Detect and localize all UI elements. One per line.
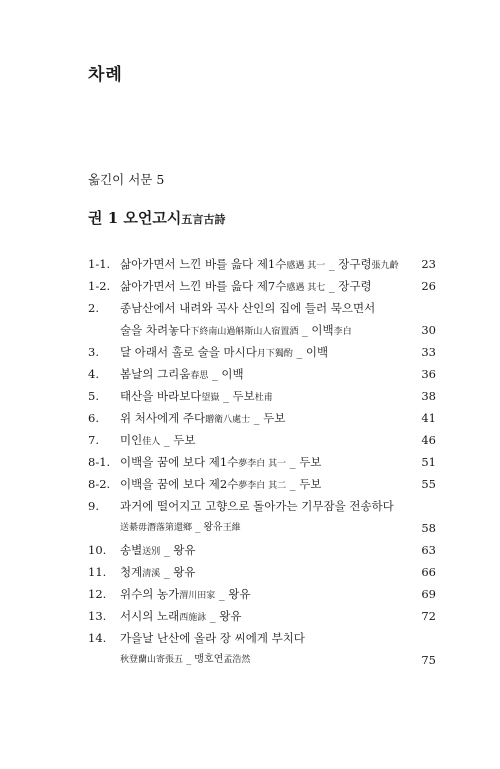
title-hanja: 淸溪	[142, 569, 161, 579]
page-number: 30	[421, 323, 436, 337]
entry-title	[120, 341, 328, 365]
title-korean: 미인	[120, 433, 143, 447]
entry-number: 8-1.	[88, 455, 111, 469]
author-name: _ 이백	[292, 345, 329, 359]
entry-title	[120, 363, 244, 387]
page-title: 차례	[88, 65, 123, 85]
title-hanja: 佳人	[142, 437, 161, 447]
entry-title	[120, 407, 285, 431]
toc-entry	[88, 385, 436, 407]
toc-line	[88, 495, 436, 517]
entry-number: 5.	[88, 389, 99, 403]
toc-line	[88, 429, 436, 451]
title-korean: 가을날 난산에 올라 장 씨에게 부치다	[120, 631, 305, 645]
toc-entry	[88, 341, 436, 363]
entry-title	[120, 539, 196, 563]
title-hanja: 下終南山過斛斯山人宿置酒	[190, 327, 299, 337]
toc-line	[88, 363, 436, 385]
title-hanja: 秋登蘭山寄張五	[120, 655, 184, 665]
entry-title	[120, 495, 394, 517]
author-hanja: 孟浩然	[223, 655, 251, 665]
author-name: _ 장구령	[325, 257, 372, 271]
title-korean: 술을 차려놓다	[120, 323, 191, 337]
title-hanja: 送別	[142, 547, 161, 557]
page-number: 33	[421, 345, 436, 359]
entry-number: 6.	[88, 411, 99, 425]
toc-line	[88, 297, 436, 319]
page-number: 63	[421, 543, 436, 557]
page-number: 66	[421, 565, 436, 579]
page-number: 69	[421, 587, 436, 601]
toc-entry	[88, 473, 436, 495]
toc-line	[88, 605, 436, 627]
toc-entry	[88, 583, 436, 605]
chapter-hanja: 五言古詩	[181, 213, 226, 226]
entry-title	[120, 253, 399, 277]
title-korean: 삶아가면서 느낀 바를 읊다 제7수	[120, 279, 287, 293]
page-number: 51	[421, 455, 436, 469]
title-korean: 위수의 농가	[120, 587, 180, 601]
author-name: _ 두보	[286, 477, 322, 491]
page-number: 58	[421, 521, 436, 535]
title-hanja: 感遇 其一	[286, 261, 326, 271]
entry-title	[120, 429, 196, 453]
author-hanja: 杜甫	[254, 393, 273, 403]
page-number: 46	[421, 433, 436, 447]
toc-line	[88, 539, 436, 561]
author-hanja: 李白	[333, 327, 352, 337]
title-korean: 위 처사에게 주다	[120, 411, 206, 425]
entry-number: 4.	[88, 367, 99, 381]
entry-number: 3.	[88, 345, 99, 359]
title-korean: 이백을 꿈에 보다 제2수	[120, 477, 239, 491]
title-korean: 서시의 노래	[120, 609, 180, 623]
entry-title	[120, 319, 352, 343]
entry-number: 2.	[88, 301, 99, 315]
title-hanja: 感遇 其七	[286, 283, 326, 293]
page-number: 55	[421, 477, 436, 491]
toc-line	[88, 253, 436, 275]
page-number: 75	[421, 653, 436, 667]
author-name: _ 장구령	[325, 279, 372, 293]
title-hanja: 望嶽	[201, 393, 220, 403]
entry-number: 1-2.	[88, 279, 111, 293]
page-number: 36	[421, 367, 436, 381]
entry-title	[120, 473, 321, 497]
author-name: _ 이백	[298, 323, 334, 337]
toc-line	[88, 451, 436, 473]
title-hanja: 渭川田家	[179, 591, 216, 601]
entry-title	[120, 649, 250, 671]
author-name: _ 두보	[219, 389, 255, 403]
toc-line	[88, 319, 436, 341]
toc-line	[88, 407, 436, 429]
entry-number: 10.	[88, 543, 107, 557]
chapter-heading	[88, 207, 225, 228]
author-name: _ 왕유	[160, 565, 196, 579]
entry-title	[120, 583, 251, 607]
toc-entry	[88, 627, 436, 671]
title-hanja: 春思	[190, 371, 209, 381]
table-of-contents	[88, 253, 436, 671]
toc-line	[88, 649, 436, 671]
toc-entry	[88, 297, 436, 341]
entry-number: 8-2.	[88, 477, 111, 491]
toc-entry	[88, 429, 436, 451]
toc-line	[88, 385, 436, 407]
entry-title	[120, 627, 305, 649]
title-korean: 태산을 바라보다	[120, 389, 202, 403]
entry-number: 13.	[88, 609, 107, 623]
author-name: _ 두보	[160, 433, 196, 447]
toc-line	[88, 473, 436, 495]
title-hanja: 夢李白 其二	[238, 481, 287, 491]
title-korean: 청계	[120, 565, 143, 579]
title-korean: 달 아래서 홀로 술을 마시다	[120, 345, 257, 359]
title-hanja: 夢李白 其一	[238, 459, 287, 469]
preface-entry: 옮긴이 서문 5	[88, 172, 165, 187]
author-name: _ 두보	[286, 455, 322, 469]
title-hanja: 贈衛八處士	[205, 415, 251, 425]
title-korean: 종남산에서 내려와 곡사 산인의 집에 들러 묵으면서	[120, 301, 376, 315]
author-name: _ 두보	[250, 411, 286, 425]
title-hanja: 月下獨酌	[256, 349, 293, 359]
entry-number: 7.	[88, 433, 99, 447]
toc-entry	[88, 253, 436, 275]
title-hanja: 西施詠	[179, 613, 207, 623]
toc-line	[88, 583, 436, 605]
toc-line	[88, 275, 436, 297]
title-korean: 봄날의 그리움	[120, 367, 191, 381]
toc-entry	[88, 275, 436, 297]
toc-entry	[88, 605, 436, 627]
author-hanja: 張九齡	[371, 261, 399, 271]
entry-number: 9.	[88, 499, 99, 513]
page-number: 23	[421, 257, 436, 271]
toc-entry	[88, 561, 436, 583]
page-number: 38	[421, 389, 436, 403]
toc-entry	[88, 495, 436, 539]
entry-title	[120, 297, 375, 319]
page-number: 72	[421, 609, 436, 623]
entry-number: 11.	[88, 565, 107, 579]
toc-line	[88, 627, 436, 649]
title-korean: 송별	[120, 543, 143, 557]
author-name: _ 왕유	[160, 543, 196, 557]
author-name: _ 왕유	[215, 587, 251, 601]
toc-line	[88, 561, 436, 583]
author-name: _ 왕유	[192, 522, 223, 533]
entry-title	[120, 385, 273, 409]
entry-title	[120, 517, 241, 539]
toc-entry	[88, 539, 436, 561]
chapter-label: 권 1 오언고시	[88, 209, 182, 227]
author-name: _ 이백	[208, 367, 244, 381]
entry-title	[120, 605, 242, 629]
toc-entry	[88, 407, 436, 429]
page-number: 41	[421, 411, 436, 425]
author-name: _ 왕유	[206, 609, 242, 623]
title-korean: 이백을 꿈에 보다 제1수	[120, 455, 239, 469]
author-hanja: 王維	[222, 523, 241, 533]
entry-number: 12.	[88, 587, 107, 601]
title-hanja: 送綦毋潛落第還鄉	[120, 523, 193, 533]
entry-title	[120, 451, 321, 475]
toc-entry	[88, 451, 436, 473]
entry-number: 14.	[88, 631, 107, 645]
toc-line	[88, 341, 436, 363]
toc-entry	[88, 363, 436, 385]
page-number: 26	[421, 279, 436, 293]
toc-line	[88, 517, 436, 539]
entry-title	[120, 561, 196, 585]
title-korean: 삶아가면서 느낀 바를 읊다 제1수	[120, 257, 287, 271]
entry-title	[120, 275, 372, 299]
author-name: _ 맹호연	[183, 654, 224, 665]
entry-number: 1-1.	[88, 257, 111, 271]
title-korean: 과거에 떨어지고 고향으로 돌아가는 기무잠을 전송하다	[120, 499, 394, 513]
